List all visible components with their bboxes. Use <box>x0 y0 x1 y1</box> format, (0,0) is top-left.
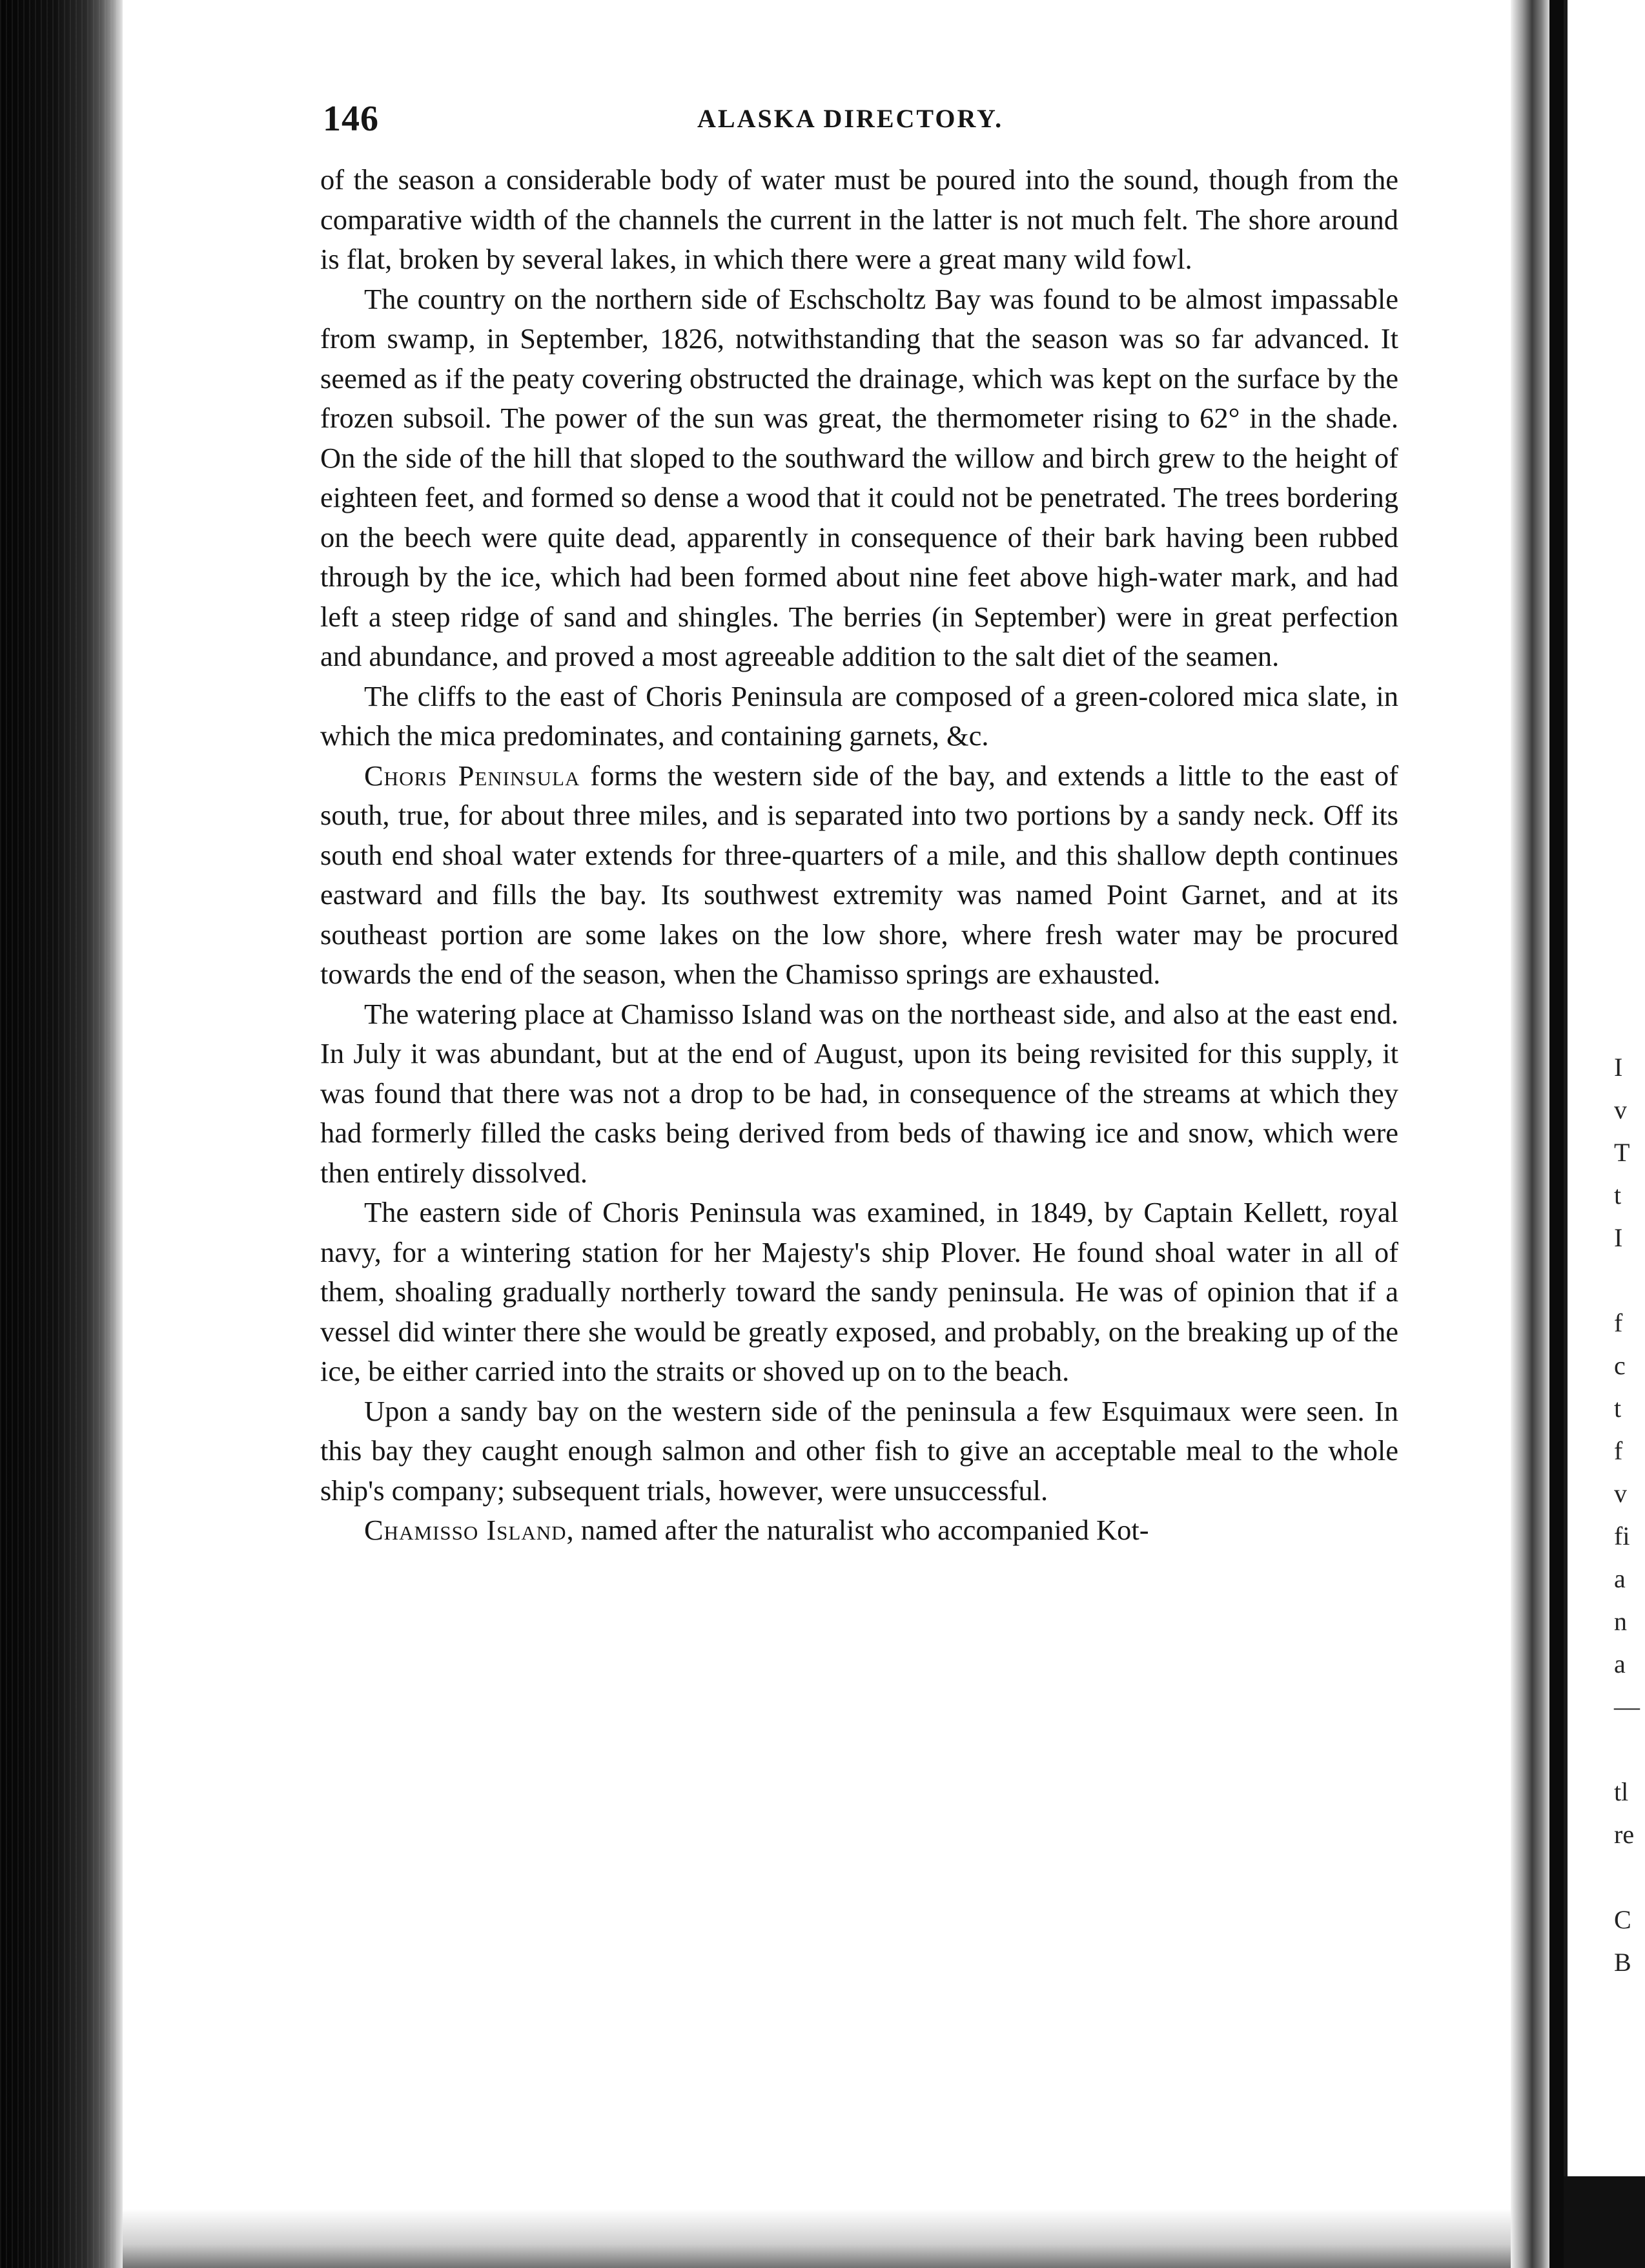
facing-page-letter: t <box>1614 1394 1622 1423</box>
page-number: 146 <box>323 99 379 139</box>
facing-page-letter: v <box>1614 1479 1627 1508</box>
paragraph <box>320 995 1398 1193</box>
paragraph <box>320 677 1398 756</box>
page-header <box>323 98 1420 143</box>
facing-page-letter: f <box>1614 1308 1623 1337</box>
facing-page-letter: t <box>1614 1180 1622 1210</box>
paragraph-lead: Chamisso Island <box>364 1514 567 1546</box>
paragraph-text: forms the western side of the bay, and extends a little to the east of south, true, for about three miles, and is separated into two portions by a sandy neck. Off its south end shoal water extends for three-quarters of a mile, and this shallow depth continues eastward and fills the bay. Its southwest extremity was named Point Garnet, and at its southeast portion are some lakes on the low shore, where fresh water may be procured towards the end of the season, when the Chamisso springs are exhausted. <box>320 759 1398 990</box>
paragraph-text: The watering place at Chamisso Island was on the northeast side, and also at the east end. In July it was abundant, but at the end of August, upon its being revisited for this supply, it was found that there was not a drop to be had, in consequence of the streams at which they had formerly filled the casks being derived from beds of thawing ice and snow, which were then entirely dissolved. <box>320 997 1398 1189</box>
paragraph <box>320 1392 1398 1511</box>
facing-page-letter: I <box>1614 1053 1623 1082</box>
facing-page-letter: c <box>1614 1351 1626 1380</box>
facing-page-letter: — <box>1614 1692 1640 1721</box>
facing-page-letter: a <box>1614 1649 1626 1678</box>
paragraph-lead: Choris Peninsula <box>364 759 580 792</box>
facing-page-letter: fi <box>1614 1521 1630 1551</box>
paragraph <box>320 280 1398 677</box>
paragraph <box>320 160 1398 280</box>
facing-page-letter: a <box>1614 1564 1626 1593</box>
facing-page-letter: f <box>1614 1436 1623 1465</box>
paragraph <box>320 1193 1398 1392</box>
running-head: ALASKA DIRECTORY. <box>697 104 1004 133</box>
body-text <box>320 160 1398 1551</box>
paragraph-text: Upon a sandy bay on the western side of the peninsula a few Esquimaux were seen. In this bay they caught enough salmon and other fish to give an acceptable meal to the whole ship's company; subsequent trials, however, were unsuccessful. <box>320 1394 1398 1507</box>
facing-page-letter: T <box>1614 1138 1630 1167</box>
paragraph <box>320 1510 1398 1551</box>
facing-page-letter: I <box>1614 1223 1623 1252</box>
paragraph <box>320 756 1398 995</box>
paragraph-text: , named after the naturalist who accompanied Kot- <box>566 1514 1149 1546</box>
facing-page-letter: re <box>1614 1820 1635 1849</box>
facing-page-letter: v <box>1614 1095 1627 1124</box>
paragraph-text: The country on the northern side of Eschscholtz Bay was found to be almost impassable from swamp, in September, 1826, notwithstanding that the season was so far advanced. It seemed as if the peaty covering obstructed the drainage, which was kept on the surface by the frozen subsoil. The power of the sun was great, the thermometer rising to 62° in the shade. On the side of the hill that sloped to the southward the willow and birch grew to the height of eighteen feet, and formed so dense a wood that it could not be penetrated. The trees bordering on the beech were quite dead, apparently in consequence of their bark having been rubbed through by the ice, which had been formed about nine feet above high-water mark, and had left a steep ridge of sand and shingles. The berries (in September) were in great perfection and abundance, and proved a most agreeable addition to the salt diet of the seamen. <box>320 282 1398 672</box>
paragraph-text: The cliffs to the east of Choris Peninsula are composed of a green-colored mica slate, in which the mica predominates, and containing garnets, &c. <box>320 679 1398 752</box>
paragraph-text: of the season a considerable body of water must be poured into the sound, though from the comparative width of the channels the current in the latter is not much felt. The shore around is flat, broken by several lakes, in which there were a great many wild fowl. <box>320 163 1398 275</box>
facing-page-letter: B <box>1614 1948 1631 1977</box>
paragraph-text: The eastern side of Choris Peninsula was examined, in 1849, by Captain Kellett, royal navy, for a wintering station for her Majesty's ship Plover. He found shoal water in all of them, shoaling gradually northerly toward the sandy peninsula. He was of opinion that if a vessel did winter there she would be greatly exposed, and probably, on the breaking up of the ice, be either carried into the straits or shoved up on to the beach. <box>320 1196 1398 1387</box>
facing-page-letter: n <box>1614 1607 1627 1636</box>
facing-page-letter: tl <box>1614 1777 1629 1806</box>
facing-page-letter: C <box>1614 1905 1631 1934</box>
